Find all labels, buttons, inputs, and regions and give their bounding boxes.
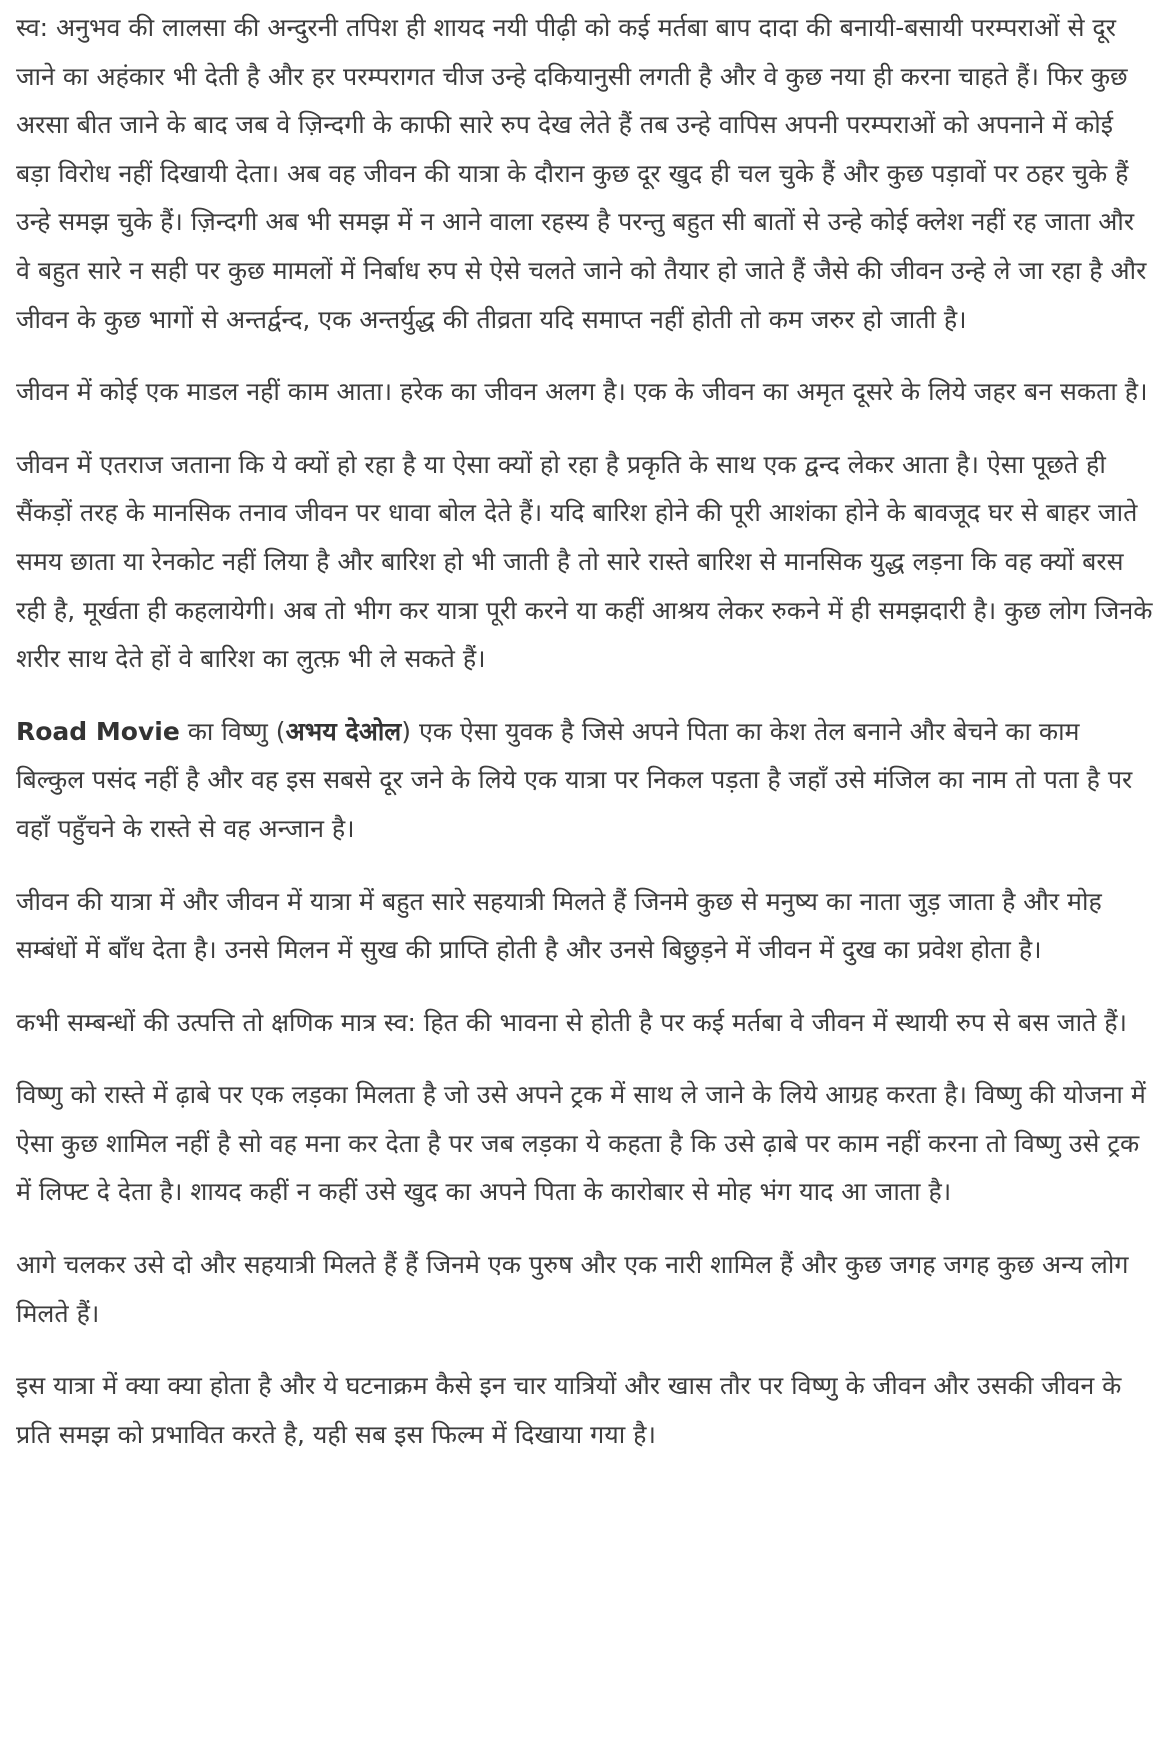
paragraph-summary: इस यात्रा में क्या क्या होता है और ये घटनाक्रम कैसे इन चार यात्रियों और खास तौर पर विष्णु के जीवन और उसकी जीवन के प्रति समझ को प्रभावित करते है, यही सब इस फिल्म में दिखाया गया है। [16, 1371, 1122, 1449]
movie-title: Road Movie [16, 716, 180, 746]
movie-intro-text-b: ) एक ऐसा युवक है जिसे अपने पिता का केश तेल बनाने और बेचने का काम बिल्कुल पसंद नहीं है और वह इस सबसे दूर जने के लिये एक यात्रा पर निकल पड़ता है जहाँ उसे मंजिल का नाम तो पता है पर वहाँ पहुँचने के रास्ते से वह अन्जान है। [16, 716, 1133, 843]
paragraph-intro: स्व: अनुभव की लालसा की अन्दुरनी तपिश ही शायद नयी पीढ़ी को कई मर्तबा बाप दादा की बनायी-बसायी परम्पराओं से दूर जाने का अहंकार भी देती है और हर परम्परागत चीज उन्हे दकियानुसी लगती है और वे कुछ नया ही करना चाहते हैं। फिर कुछ अरसा बीत जाने के बाद जब वे ज़िन्दगी के काफी सारे रुप देख लेते हैं तब उन्हे वापिस अपनी परम्पराओं को अपनाने में कोई बड़ा विरोध नहीं दिखायी देता। अब वह जीवन की यात्रा के दौरान कुछ दूर खुद ही चल चुके हैं और कुछ पड़ावों पर ठहर चुके हैं उन्हे समझ चुके हैं। ज़िन्दगी अब भी समझ में न आने वाला रहस्य है परन्तु बहुत सी बातों से उन्हे कोई क्लेश नहीं रह जाता और वे बहुत सारे न सही पर कुछ मामलों में निर्बाध रुप से ऐसे चलते जाने को तैयार हो जाते हैं जैसे की जीवन उन्हे ले जा रहा है और जीवन के कुछ भागों से अन्तर्द्वन्द, एक अन्तर्युद्ध की तीव्रता यदि समाप्त नहीं होती तो कम जरुर हो जाती है। [16, 13, 1147, 334]
actor-name: अभय देओल [285, 716, 402, 746]
paragraph-boy-lift: विष्णु को रास्ते में ढ़ाबे पर एक लड़का मिलता है जो उसे अपने ट्रक में साथ ले जाने के लिये आग्रह करता है। विष्णु की योजना में ऐसा कुछ शामिल नहीं है सो वह मना कर देता है पर जब लड़का ये कहता है कि उसे ढ़ाबे पर काम नहीं करना तो विष्णु उसे ट्रक में लिफ्ट दे देता है। शायद कहीं न कहीं उसे खुद का अपने पिता के कारोबार से मोह भंग याद आ जाता है। [16, 1080, 1146, 1207]
paragraph-relations: कभी सम्बन्धों की उत्पत्ति तो क्षणिक मात्र स्व: हित की भावना से होती है पर कई मर्तबा वे जीवन में स्थायी रुप से बस जाते हैं। [16, 1007, 1128, 1037]
paragraph-companions: जीवन की यात्रा में और जीवन में यात्रा में बहुत सारे सहयात्री मिलते हैं जिनमे कुछ से मनुष्य का नाता जुड़ जाता है और मोह सम्बंधों में बाँध देता है। उनसे मिलन में सुख की प्राप्ति होती है और उनसे बिछुड़ने में जीवन में दुख का प्रवेश होता है। [16, 886, 1102, 965]
paragraph-co-travellers: आगे चलकर उसे दो और सहयात्री मिलते हैं हैं जिनमे एक पुरुष और एक नारी शामिल हैं और कुछ जगह जगह कुछ अन्य लोग मिलते हैं। [16, 1250, 1129, 1328]
paragraph-rain-analogy: जीवन में एतराज जताना कि ये क्यों हो रहा है या ऐसा क्यों हो रहा है प्रकृति के साथ एक द्वन्द लेकर आता है। ऐसा पूछते ही सैंकड़ों तरह के मानसिक तनाव जीवन पर धावा बोल देते हैं। यदि बारिश होने की पूरी आशंका होने के बावजूद घर से बाहर जाते समय छाता या रेनकोट नहीं लिया है और बारिश हो भी जाती है तो सारे रास्ते बारिश से मानसिक युद्ध लड़ना कि वह क्यों बरस रही है, मूर्खता ही कहलायेगी। अब तो भीग कर यात्रा पूरी करने या कहीं आश्रय लेकर रुकने में ही समझदारी है। कुछ लोग जिनके शरीर साथ देते हों वे बारिश का लुत्फ़ भी ले सकते हैं। [16, 449, 1153, 674]
paragraph-movie-intro [16, 708, 1155, 854]
movie-intro-text-a: का विष्णु ( [179, 716, 286, 746]
paragraph-life-model: जीवन में कोई एक माडल नहीं काम आता। हरेक का जीवन अलग है। एक के जीवन का अमृत दूसरे के लिये जहर बन सकता है। [16, 377, 1148, 407]
